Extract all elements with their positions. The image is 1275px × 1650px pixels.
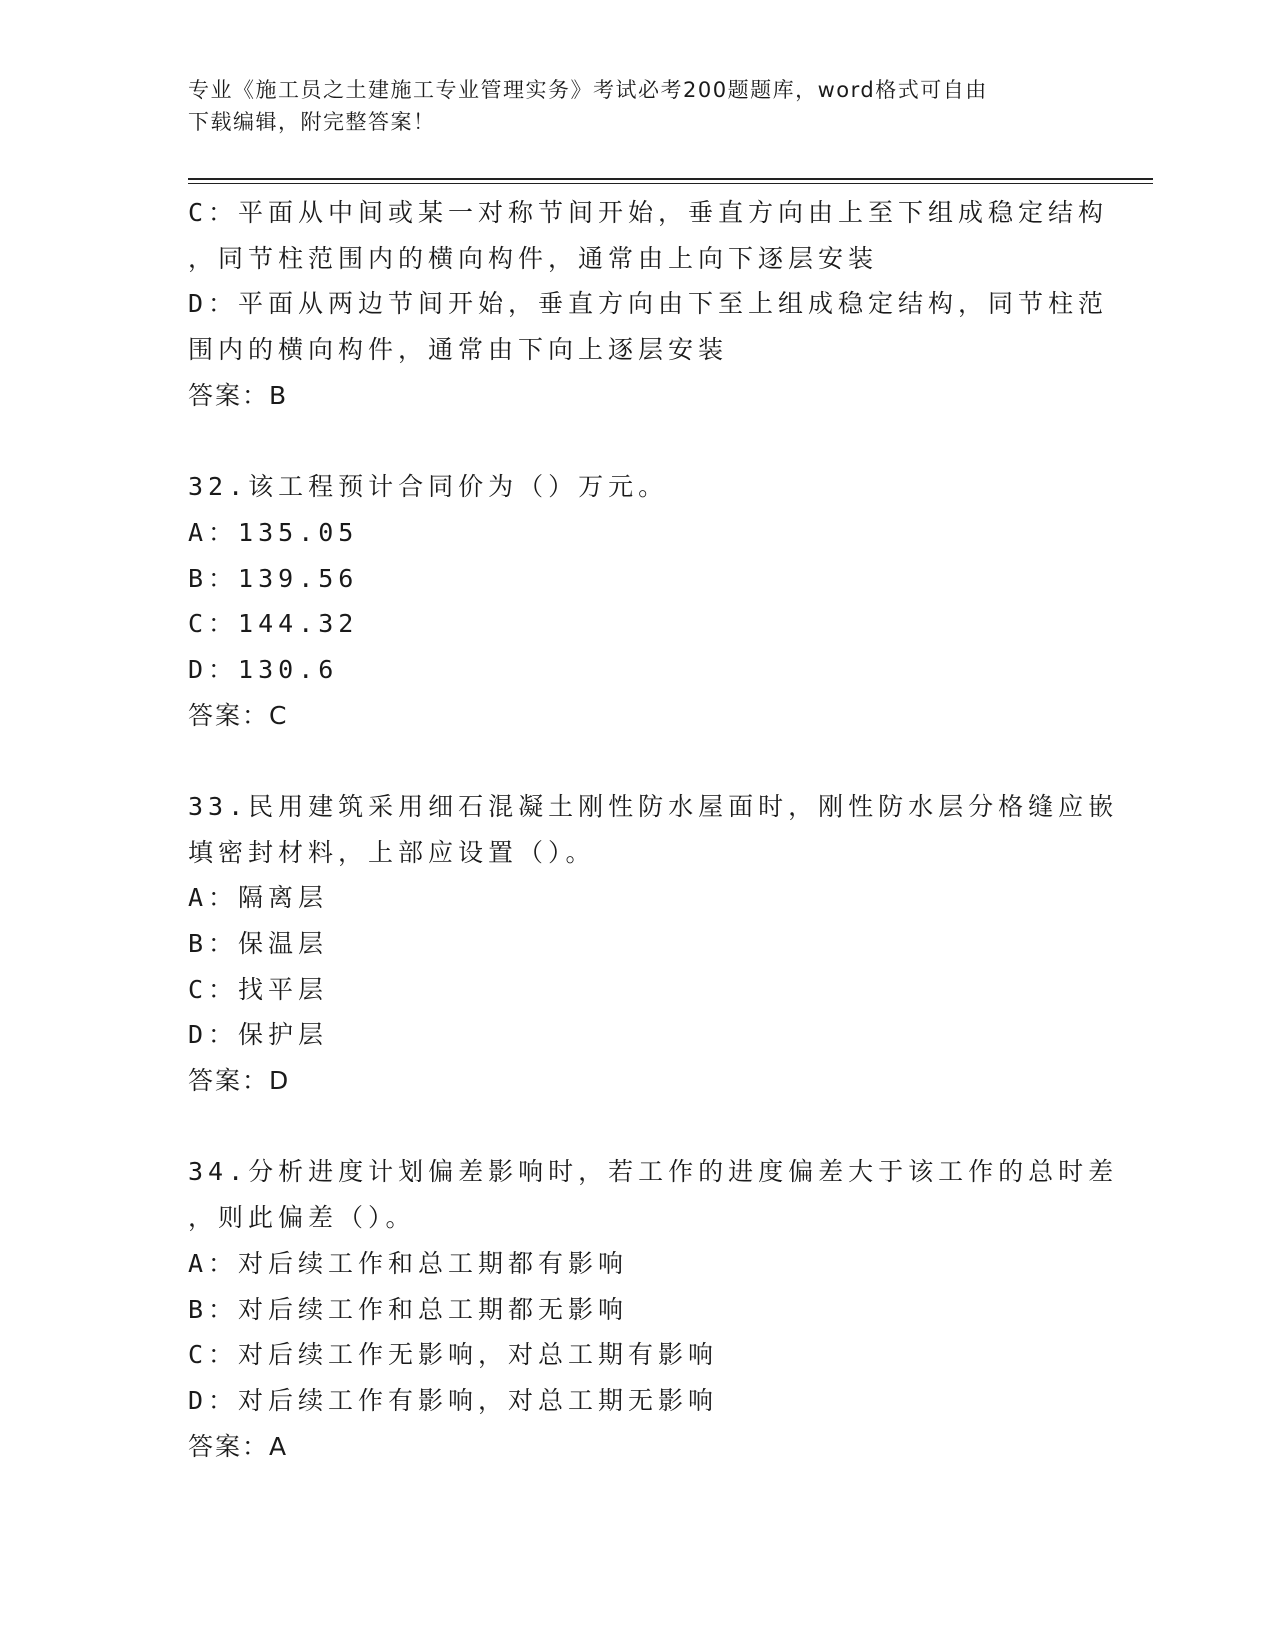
option-b: B：139.56 (188, 563, 359, 593)
document-header (188, 74, 1068, 138)
option-d-line-2: 围内的横向构件，通常由下向上逐层安装 (188, 335, 729, 365)
header-rule-thin (188, 183, 1153, 184)
option-a: A：隔离层 (188, 883, 329, 913)
option-c-line-1: C：平面从中间或某一对称节间开始，垂直方向由上至下组成稳定结构 (188, 198, 1109, 227)
question-stem-line-1: 34.分析进度计划偏差影响时，若工作的进度偏差大于该工作的总时差 (188, 1157, 1119, 1187)
question-stem: 32.该工程预计合同价为（）万元。 (188, 472, 669, 502)
answer-31: 答案：B (188, 380, 289, 410)
option-c: C：找平层 (188, 974, 329, 1004)
option-c: C：对后续工作无影响，对总工期有影响 (188, 1340, 719, 1370)
option-b: B：保温层 (188, 929, 329, 958)
option-d-line-1: D：平面从两边节间开始，垂直方向由下至上组成稳定结构，同节柱范 (188, 289, 1109, 319)
question-stem-line-2: 填密封材料，上部应设置（）。 (188, 837, 596, 867)
option-b: B：对后续工作和总工期都无影响 (188, 1294, 629, 1324)
header-rule-thick (188, 178, 1153, 180)
answer-34: 答案：A (188, 1431, 289, 1461)
header-line-1: 专业《施工员之土建施工专业管理实务》考试必考200题题库，word格式可自由 (188, 78, 988, 102)
answer-32: 答案：C (188, 700, 289, 730)
spacer (188, 1104, 1088, 1150)
question-32 (188, 464, 1088, 738)
question-31-continued (188, 190, 1109, 418)
header-line-2: 下载编辑，附完整答案！ (188, 110, 436, 134)
spacer (188, 418, 1088, 464)
option-a: A：对后续工作和总工期都有影响 (188, 1248, 629, 1278)
question-stem-line-2: ，则此偏差（）。 (188, 1203, 416, 1233)
question-stem-line-1: 33.民用建筑采用细石混凝土刚性防水屋面时，刚性防水层分格缝应嵌 (188, 791, 1119, 821)
option-d: D：对后续工作有影响，对总工期无影响 (188, 1385, 719, 1415)
option-d: D：130.6 (188, 654, 339, 684)
answer-33: 答案：D (188, 1066, 291, 1096)
spacer (188, 738, 1088, 784)
option-a: A：135.05 (188, 517, 359, 547)
option-c: C：144.32 (188, 609, 359, 639)
option-d: D：保护层 (188, 1020, 329, 1050)
question-content (188, 190, 1119, 1469)
question-33 (188, 784, 1119, 1104)
question-34 (188, 1149, 1119, 1469)
option-c-line-2: ，同节柱范围内的横向构件，通常由上向下逐层安装 (188, 243, 879, 273)
